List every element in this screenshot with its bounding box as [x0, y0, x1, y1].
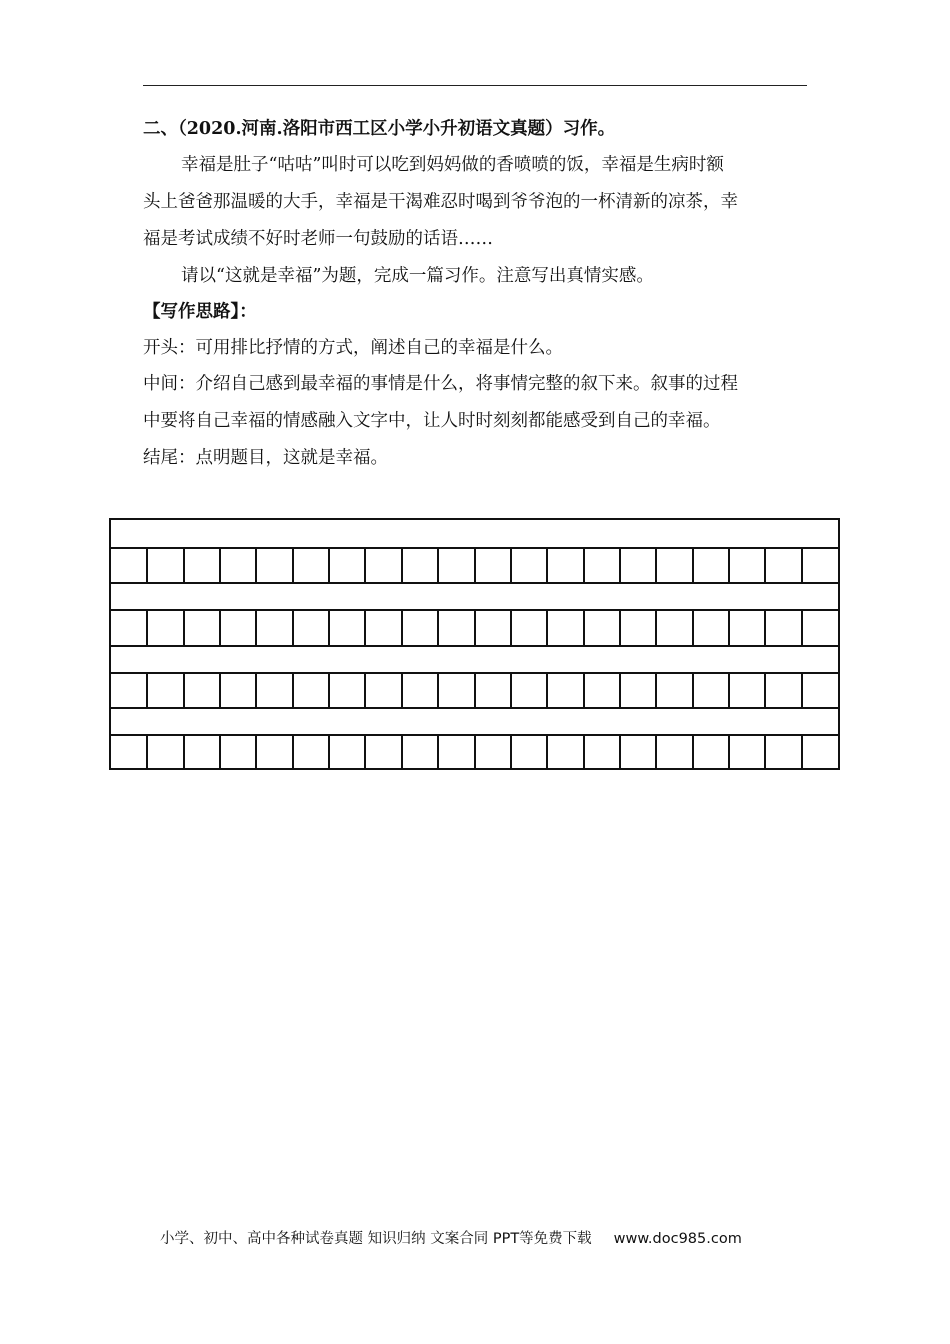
- grid-cell-divider: [328, 609, 330, 645]
- grid-cell-divider: [474, 672, 476, 707]
- grid-cell-divider: [255, 734, 257, 768]
- grid-cell-divider: [146, 734, 148, 768]
- grid-cell-divider: [328, 547, 330, 582]
- guide-middle-line-2: 中要将自己幸福的情感融入文字中，让人时时刻刻都能感受到自己的幸福。: [143, 411, 721, 431]
- grid-cell-divider: [764, 672, 766, 707]
- grid-cell-divider: [546, 672, 548, 707]
- grid-cell-divider: [655, 672, 657, 707]
- grid-cell-divider: [328, 672, 330, 707]
- prompt-line-1: 幸福是肚子“咕咕”叫时可以吃到妈妈做的香喷喷的饭，幸福是生病时额: [181, 155, 724, 175]
- grid-cell-divider: [510, 547, 512, 582]
- footer-text: 小学、初中、高中各种试卷真题 知识归纳 文案合同 PPT等免费下载: [160, 1231, 592, 1247]
- grid-cell-divider: [437, 672, 439, 707]
- guide-opening: 开头：可用排比抒情的方式，阐述自己的幸福是什么。: [143, 338, 563, 358]
- composition-grid: [109, 518, 840, 770]
- grid-cell-divider: [474, 547, 476, 582]
- prompt-line-2: 头上爸爸那温暖的大手，幸福是干渴难忍时喝到爷爷泡的一杯清新的凉茶，幸: [143, 192, 738, 212]
- grid-cell-divider: [364, 547, 366, 582]
- grid-cell-divider: [401, 672, 403, 707]
- grid-cell-divider: [219, 734, 221, 768]
- grid-cell-divider: [728, 547, 730, 582]
- grid-cell-divider: [219, 547, 221, 582]
- grid-cell-divider: [510, 609, 512, 645]
- grid-cell-divider: [655, 547, 657, 582]
- prompt-line-3: 福是考试成绩不好时老师一句鼓励的话语……: [143, 229, 493, 249]
- grid-cell-divider: [328, 734, 330, 768]
- grid-cell-divider: [728, 609, 730, 645]
- grid-cell-divider: [255, 547, 257, 582]
- grid-cell-divider: [474, 609, 476, 645]
- grid-row-bottom-line: [111, 707, 838, 709]
- grid-cell-divider: [583, 672, 585, 707]
- grid-cell-divider: [437, 609, 439, 645]
- grid-cell-divider: [364, 734, 366, 768]
- grid-cell-divider: [728, 672, 730, 707]
- grid-cell-divider: [437, 547, 439, 582]
- grid-cell-divider: [183, 672, 185, 707]
- grid-cell-divider: [510, 734, 512, 768]
- grid-cell-divider: [401, 609, 403, 645]
- grid-cell-divider: [292, 734, 294, 768]
- grid-cell-divider: [801, 547, 803, 582]
- grid-cell-divider: [764, 609, 766, 645]
- grid-cell-divider: [546, 547, 548, 582]
- grid-cell-divider: [692, 609, 694, 645]
- grid-cell-divider: [728, 734, 730, 768]
- grid-cell-divider: [583, 547, 585, 582]
- grid-cell-divider: [764, 734, 766, 768]
- grid-cell-divider: [401, 734, 403, 768]
- grid-cell-divider: [292, 547, 294, 582]
- grid-cell-divider: [219, 609, 221, 645]
- grid-cell-divider: [183, 609, 185, 645]
- grid-cell-divider: [292, 609, 294, 645]
- footer-url[interactable]: www.doc985.com: [613, 1231, 742, 1247]
- grid-cell-divider: [619, 734, 621, 768]
- footer: [160, 1227, 742, 1248]
- grid-cell-divider: [401, 547, 403, 582]
- question-heading: 二、（2020.河南.洛阳市西工区小学小升初语文真题）习作。: [143, 119, 616, 139]
- grid-cell-divider: [583, 609, 585, 645]
- grid-cell-divider: [546, 609, 548, 645]
- grid-row-bottom-line: [111, 582, 838, 584]
- grid-cell-divider: [437, 734, 439, 768]
- task-instruction: 请以“这就是幸福”为题，完成一篇习作。注意写出真情实感。: [181, 266, 654, 286]
- grid-cell-divider: [255, 609, 257, 645]
- grid-cell-divider: [801, 672, 803, 707]
- grid-cell-divider: [764, 547, 766, 582]
- grid-cell-divider: [474, 734, 476, 768]
- grid-cell-divider: [364, 609, 366, 645]
- grid-cell-divider: [655, 609, 657, 645]
- grid-cell-divider: [655, 734, 657, 768]
- grid-cell-divider: [546, 734, 548, 768]
- grid-cell-divider: [183, 734, 185, 768]
- grid-cell-divider: [619, 672, 621, 707]
- grid-cell-divider: [364, 672, 366, 707]
- grid-cell-divider: [692, 547, 694, 582]
- grid-cell-divider: [801, 609, 803, 645]
- grid-row-bottom-line: [111, 645, 838, 647]
- header-rule: [143, 85, 807, 86]
- grid-cell-divider: [692, 672, 694, 707]
- grid-cell-divider: [619, 547, 621, 582]
- grid-cell-divider: [292, 672, 294, 707]
- grid-cell-divider: [146, 547, 148, 582]
- guide-title: 【写作思路】：: [143, 302, 257, 322]
- grid-cell-divider: [255, 672, 257, 707]
- grid-cell-divider: [801, 734, 803, 768]
- grid-cell-divider: [619, 609, 621, 645]
- guide-ending: 结尾：点明题目，这就是幸福。: [143, 448, 388, 468]
- grid-cell-divider: [146, 609, 148, 645]
- guide-middle-line-1: 中间：介绍自己感到最幸福的事情是什么，将事情完整的叙下来。叙事的过程: [143, 374, 738, 394]
- grid-cell-divider: [583, 734, 585, 768]
- grid-cell-divider: [219, 672, 221, 707]
- grid-cell-divider: [183, 547, 185, 582]
- grid-cell-divider: [146, 672, 148, 707]
- grid-cell-divider: [510, 672, 512, 707]
- grid-cell-divider: [692, 734, 694, 768]
